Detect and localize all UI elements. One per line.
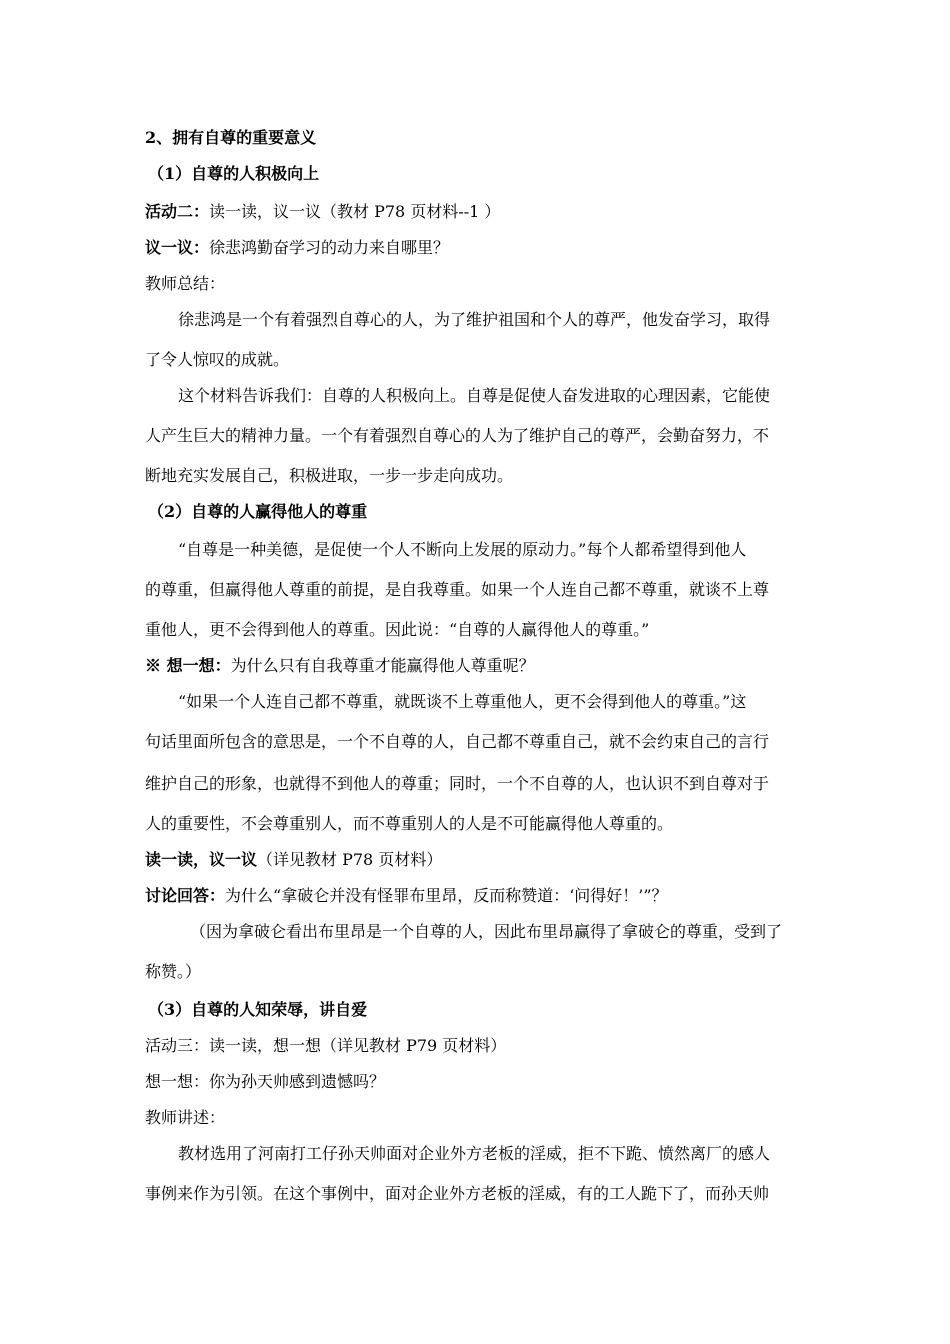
think-label: ※ 想一想：	[145, 656, 231, 675]
paragraph-2-line-2: 人产生巨大的精神力量。一个有着强烈自尊心的人为了维护自己的尊严，会勤奋努力，不	[145, 426, 770, 445]
answer-label: 讨论回答：	[145, 886, 226, 905]
paragraph-4-line-3: 维护自己的形象，也就得不到他人的尊重；同时，一个不自尊的人，也认识不到自尊对于	[145, 774, 770, 793]
paragraph-3-line-2: 的尊重，但赢得他人尊重的前提，是自我尊重。如果一个人连自己都不尊重，就谈不上尊	[145, 580, 770, 599]
paragraph-3-line-3: 重他人，更不会得到他人的尊重。因此说：“自尊的人赢得他人的尊重。”	[145, 620, 650, 639]
think-line	[145, 656, 810, 676]
paragraph-2-line-3: 断地充实发展自己，积极进取，一步一步走向成功。	[145, 466, 514, 485]
paragraph-4-line-1: “如果一个人连自己都不尊重，就既谈不上尊重他人，更不会得到他人的尊重。”这	[178, 692, 747, 711]
activity-two-label: 活动二：	[145, 202, 210, 221]
paragraph-1-line-2: 了令人惊叹的成就。	[145, 350, 290, 369]
read-text: （详见教材 P78 页材料）	[257, 850, 443, 869]
activity-three-line: 活动三：读一读，想一想（详见教材 P79 页材料）	[145, 1036, 507, 1055]
section-title: 2、拥有自尊的重要意义	[145, 128, 317, 147]
paragraph-6-line-2: 事例来作为引领。在这个事例中，面对企业外方老板的淫威，有的工人跪下了，而孙天帅	[145, 1184, 770, 1203]
teacher-desc-label: 教师讲述：	[145, 1108, 226, 1127]
answer-text: 为什么“拿破仑并没有怪罪布里昂，反而称赞道：‘问得好！’”？	[225, 886, 668, 905]
paragraph-5-line-2: 称赞。）	[145, 962, 202, 981]
discuss-label: 议一议：	[145, 238, 210, 257]
think-two-line: 想一想：你为孙天帅感到遗憾吗？	[145, 1072, 386, 1091]
discuss-line	[145, 238, 810, 258]
paragraph-4-line-2: 句话里面所包含的意思是，一个不自尊的人，自己都不尊重自己，就不会约束自己的言行	[145, 732, 770, 751]
answer-line	[145, 886, 810, 906]
paragraph-2-line-1: 这个材料告诉我们：自尊的人积极向上。自尊是促使人奋发进取的心理因素，它能使	[178, 386, 771, 405]
subsection-title-1: （1）自尊的人积极向上	[148, 164, 320, 183]
activity-two-text: 读一读，议一议（教材 P78 页材料--1 ）	[209, 202, 501, 221]
paragraph-5-line-1: （因为拿破仑看出布里昂是一个自尊的人，因此布里昂赢得了拿破仑的尊重，受到了	[190, 922, 783, 941]
paragraph-4-line-4: 人的重要性，不会尊重别人，而不尊重别人的人是不可能赢得他人尊重的。	[145, 814, 674, 833]
think-text: 为什么只有自我尊重才能赢得他人尊重呢？	[230, 656, 535, 675]
discuss-text: 徐悲鸿勤奋学习的动力来自哪里？	[209, 238, 450, 257]
read-label: 读一读，议一议	[145, 850, 258, 869]
paragraph-1-line-1: 徐悲鸿是一个有着强烈自尊心的人，为了维护祖国和个人的尊严，他发奋学习，取得	[178, 310, 771, 329]
read-line	[145, 850, 810, 870]
activity-two-line	[145, 202, 810, 222]
paragraph-3-line-1: “自尊是一种美德，是促使一个人不断向上发展的原动力。”每个人都希望得到他人	[178, 540, 747, 559]
subsection-title-3: （3）自尊的人知荣辱，讲自爱	[148, 1000, 368, 1019]
subsection-title-2: （2）自尊的人赢得他人的尊重	[148, 502, 368, 521]
paragraph-6-line-1: 教材选用了河南打工仔孙天帅面对企业外方老板的淫威，拒不下跪、愤然离厂的感人	[178, 1144, 771, 1163]
teacher-summary-label: 教师总结：	[145, 274, 226, 293]
